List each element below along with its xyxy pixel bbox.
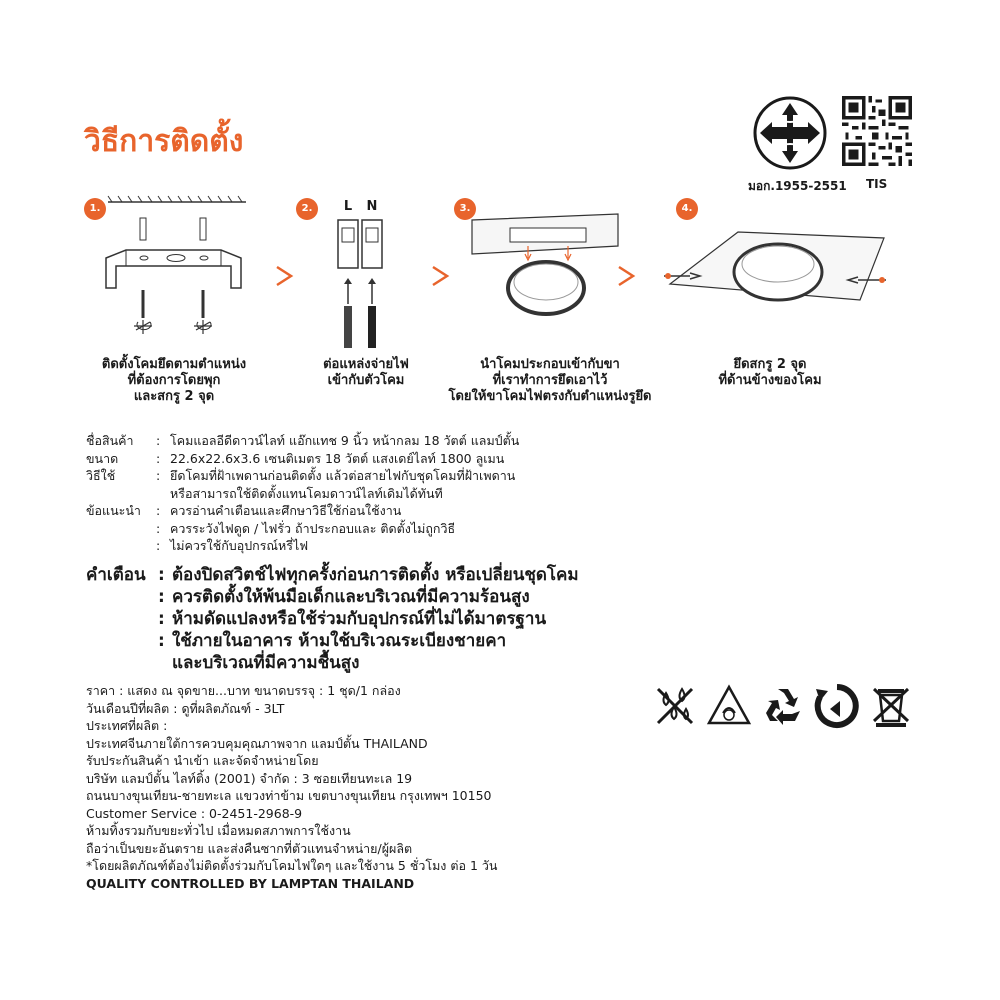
tis-mark-icon — [752, 95, 828, 171]
warning-line: และบริเวณที่มีความชื้นสูง — [172, 653, 360, 673]
step-4-screw-illustration — [660, 228, 890, 326]
step-arrow-icon — [614, 264, 638, 288]
footer-line: บริษัท แลมป์ตั้น ไลท์ติ้ง (2001) จำกัด : 3 ซอยเทียนทะเล 19 — [86, 770, 413, 786]
step-3-caption — [440, 357, 660, 405]
step-3-badge: 3. — [454, 198, 476, 220]
product-specifications — [86, 432, 726, 555]
step-1-badge: 1. — [84, 198, 106, 220]
spec-value: โคมแอลอีดีดาวน์ไลท์ แอ๊กแทช 9 นิ้ว หน้ากลม 18 วัตต์ แลมป์ตั้น — [170, 433, 520, 448]
thermal-warning-icon — [706, 683, 752, 729]
spec-value: ยึดโคมที่ฝ้าเพดานก่อนติดตั้ง แล้วต่อสายไฟกับชุดโคมที่ฝ้าเพดาน — [170, 468, 516, 483]
step-3-line-2: ที่เราทำการยึดเอาไว้ — [492, 373, 608, 388]
no-trash-bin-icon — [868, 683, 914, 729]
step-4-caption — [700, 357, 840, 389]
warning-colon — [158, 652, 172, 674]
footer-line: ประเทศจีนภายใต้การควบคุมคุณภาพจาก แลมป์ตั้น THAILAND — [86, 735, 428, 751]
step-2-caption — [296, 357, 436, 389]
spec-value: หรือสามารถใช้ติดตั้งแทนโคมดาวน์ไลท์เดิมได้ทันที — [170, 485, 443, 501]
spec-value: ควรอ่านคำเตือนและศึกษาวิธีใช้ก่อนใช้งาน — [170, 503, 402, 518]
spec-colon: : — [156, 503, 161, 518]
spec-label: ข้อแนะนำ — [86, 503, 141, 518]
warning-colon: : — [158, 565, 165, 585]
warning-colon: : — [158, 609, 165, 629]
footer-line: ถนนบางขุนเทียน-ชายทะเล แขวงท่าข้าม เขตบางขุนเทียน กรุงเทพฯ 10150 — [86, 788, 492, 803]
warning-line: ใช้ภายในอาคาร ห้ามใช้บริเวณระเบียงชายคา — [172, 631, 507, 651]
spec-row-advice — [86, 502, 726, 520]
warning-line: ต้องปิดสวิตช์ไฟทุกครั้งก่อนการติดตั้ง หรือเปลี่ยนชุดโคม — [172, 565, 579, 585]
quality-statement: QUALITY CONTROLLED BY LAMPTAN THAILAND — [86, 875, 415, 891]
step-arrow-icon — [428, 264, 452, 288]
spec-row-advice-3 — [86, 537, 726, 555]
footer-line: ถือว่าเป็นขยะอันตราย และส่งคืนซากที่ตัวแทนจำหน่าย/ผู้ผลิต — [86, 840, 413, 856]
spec-row-advice-2 — [86, 520, 726, 538]
step-arrow-icon — [272, 264, 296, 288]
footer-line: *โดยผลิตภัณฑ์ต้องไม่ติดตั้งร่วมกับโคมไฟใดๆ และใช้งาน 5 ชั่วโมง ต่อ 1 วัน — [86, 858, 498, 873]
wire-neutral-label: N — [366, 199, 378, 214]
footer-line: ราคา : แสดง ณ จุดขาย...บาท ขนาดบรรจุ : 1 ชุด/1 กล่อง — [86, 683, 401, 698]
spec-value: 22.6x22.6x3.6 เซนติเมตร 18 วัตต์ แสงเดย์ไลท์ 1800 ลูเมน — [170, 450, 505, 466]
spec-colon: : — [156, 520, 161, 536]
footer-line: ประเทศที่ผลิต : — [86, 718, 168, 733]
step-4-line-1: ยึดสกรู 2 จุด — [733, 357, 807, 372]
wire-live-label: L — [343, 199, 353, 214]
qr-code-icon — [842, 96, 912, 166]
spec-colon: : — [156, 433, 161, 448]
spec-colon: : — [156, 538, 161, 553]
footer-line: ห้ามทิ้งรวมกับขยะทั่วไป เมื่อหมดสภาพการใช้งาน — [86, 823, 351, 838]
spec-label: ชื่อสินค้า — [86, 433, 134, 448]
spec-row-usage-cont — [86, 485, 726, 503]
warning-label: คำเตือน — [86, 565, 146, 585]
step-2-line-1: ต่อแหล่งจ่ายไฟ — [323, 357, 409, 372]
spec-colon: : — [156, 450, 161, 466]
spec-value: ควรระวังไฟดูด / ไฟรั่ว ถ้าประกอบและ ติดตั้งไม่ถูกวิธี — [170, 520, 456, 536]
step-1-caption — [84, 357, 264, 405]
step-1-bracket-illustration — [96, 190, 256, 350]
spec-colon: : — [156, 468, 161, 483]
step-2-connector-illustration — [330, 194, 394, 352]
recycle-round-icon — [814, 683, 860, 729]
warning-line: ควรติดตั้งให้พ้นมือเด็กและบริเวณที่มีความร้อนสูง — [172, 587, 530, 607]
step-2-line-2: เข้ากับตัวโคม — [327, 373, 405, 388]
spec-row-name — [86, 432, 726, 450]
step-2-badge: 2. — [296, 198, 318, 220]
safety-symbols — [652, 680, 914, 732]
step-4-badge: 4. — [676, 198, 698, 220]
tis-code: มอก.1955-2551 — [748, 179, 847, 193]
step-3-line-3: โดยให้ขาโคมไฟตรงกับตำแหน่งรูยึด — [448, 389, 652, 404]
page-title: วิธีการติดตั้ง — [84, 124, 244, 159]
warning-block — [86, 564, 706, 674]
footer-line: วันเดือนปีที่ผลิต : ดูที่ผลิตภัณฑ์ - 3LT — [86, 700, 285, 716]
spec-value: ไม่ควรใช้กับอุปกรณ์หรี่ไฟ — [170, 538, 309, 553]
warning-line: ห้ามดัดแปลงหรือใช้ร่วมกับอุปกรณ์ที่ไม่ได้มาตรฐาน — [172, 609, 547, 629]
step-1-line-1: ติดตั้งโคมยึดตามตำแหน่ง — [101, 357, 247, 372]
step-1-line-2: ที่ต้องการโดยพุก — [127, 373, 221, 388]
spec-row-usage — [86, 467, 726, 485]
spec-label: ขนาด — [86, 450, 119, 466]
spec-row-size — [86, 450, 726, 468]
footer-line: Customer Service : 0-2451-2968-9 — [86, 805, 303, 821]
step-4-line-2: ที่ด้านข้างของโคม — [718, 373, 822, 388]
manufacturer-info — [86, 682, 686, 892]
step-3-mounting-illustration — [468, 206, 628, 336]
tis-label: TIS — [866, 177, 888, 191]
footer-line: รับประกันสินค้า นำเข้า และจัดจำหน่ายโดย — [86, 753, 319, 768]
step-3-line-1: นำโคมประกอบเข้ากับขา — [480, 357, 620, 372]
warning-colon: : — [158, 631, 165, 651]
warning-colon: : — [158, 587, 165, 607]
step-1-line-3: และสกรู 2 จุด — [133, 389, 215, 404]
no-moisture-icon — [652, 683, 698, 729]
spec-label: วิธีใช้ — [86, 468, 116, 483]
recycle-icon — [760, 683, 806, 729]
